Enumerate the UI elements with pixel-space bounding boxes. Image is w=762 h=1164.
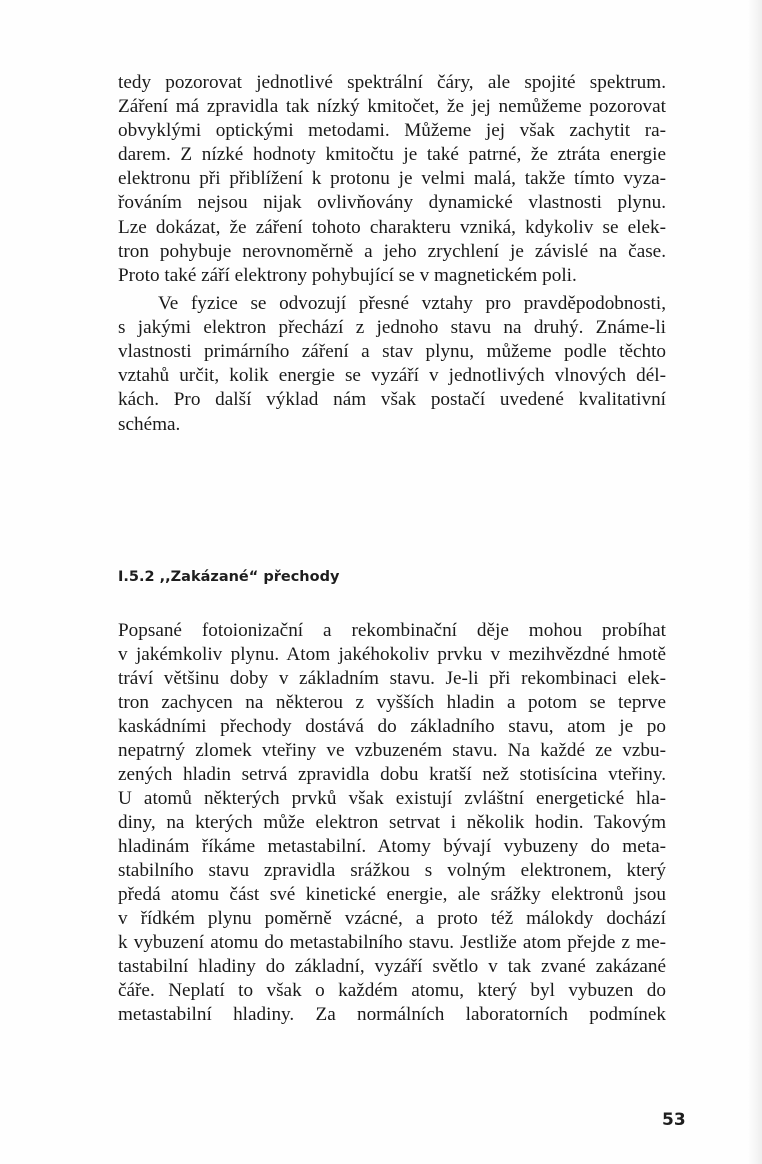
text-line: Lze dokázat, že záření tohoto charakteru vzniká, kdykoliv se elek- (118, 217, 666, 238)
text-line: tron pohybuje nerovnoměrně a jeho zrychlení je závislé na čase. (118, 241, 666, 262)
text-line: v jakémkoliv plynu. Atom jakéhokoliv prvku v mezihvězdné hmotě (118, 644, 666, 665)
text-line: kách. Pro další výklad nám však postačí uvedené kvalitativní (118, 389, 666, 410)
text-line: k vybuzení atomu do metastabilního stavu. Jestliže atom přejde z me- (118, 932, 666, 953)
text-line: řováním nejsou nijak ovlivňovány dynamické vlastnosti plynu. (118, 192, 666, 213)
text-line: v řídkém plynu poměrně vzácné, a proto též málokdy dochází (118, 908, 666, 929)
text-line: s jakými elektron přechází z jednoho stavu na druhý. Známe-li (118, 317, 666, 338)
text-line: Popsané fotoionizační a rekombinační děje mohou probíhat (118, 620, 666, 641)
text-line: čáře. Neplatí to však o každém atomu, který byl vybuzen do (118, 980, 666, 1001)
text-line: nepatrný zlomek vteřiny ve vzbuzeném stavu. Na každé ze vzbu- (118, 740, 666, 761)
text-line: obvyklými optickými metodami. Můžeme jej však zachytit ra- (118, 120, 666, 141)
text-line: tráví většinu doby v základním stavu. Je-li při rekombinaci elek- (118, 668, 666, 689)
text-line: Ve fyzice se odvozují přesné vztahy pro pravděpodobnosti, (158, 293, 666, 314)
page-edge-shadow (748, 0, 762, 1164)
text-line: tastabilní hladiny do základní, vyzáří světlo v tak zvané zakázané (118, 956, 666, 977)
section-heading: I.5.2 ,,Zakázané“ přechody (118, 569, 340, 585)
text-line: vlastnosti primárního záření a stav plynu, můžeme podle těchto (118, 341, 666, 362)
text-line: elektronu při přiblížení k protonu je velmi malá, takže tímto vyza- (118, 168, 666, 189)
text-line: schéma. (118, 414, 181, 435)
text-line: kaskádními přechody dostává do základního stavu, atom je po (118, 716, 666, 737)
text-line: Záření má zpravidla tak nízký kmitočet, že jej nemůžeme pozorovat (118, 96, 666, 117)
text-line: U atomů některých prvků však existují zvláštní energetické hla- (118, 788, 666, 809)
text-line: hladinám říkáme metastabilní. Atomy bývají vybuzeny do meta- (118, 836, 666, 857)
text-line: tron zachycen na některou z vyšších hladin a potom se teprve (118, 692, 666, 713)
text-line: zených hladin setrvá zpravidla dobu kratší než stotisícina vteřiny. (118, 764, 666, 785)
text-line: darem. Z nízké hodnoty kmitočtu je také patrné, že ztráta energie (118, 144, 666, 165)
text-line: vztahů určit, kolik energie se vyzáří v jednotlivých vlnových dél- (118, 365, 666, 386)
text-line: diny, na kterých může elektron setrvat i několik hodin. Takovým (118, 812, 666, 833)
text-line: stabilního stavu zpravidla srážkou s volným elektronem, který (118, 860, 666, 881)
text-line: Proto také září elektrony pohybující se v magnetickém poli. (118, 265, 577, 286)
page-number: 53 (662, 1110, 686, 1130)
text-line: předá atomu část své kinetické energie, ale srážky elektronů jsou (118, 884, 666, 905)
text-line: tedy pozorovat jednotlivé spektrální čáry, ale spojité spektrum. (118, 72, 666, 93)
text-line: metastabilní hladiny. Za normálních laboratorních podmínek (118, 1004, 666, 1025)
